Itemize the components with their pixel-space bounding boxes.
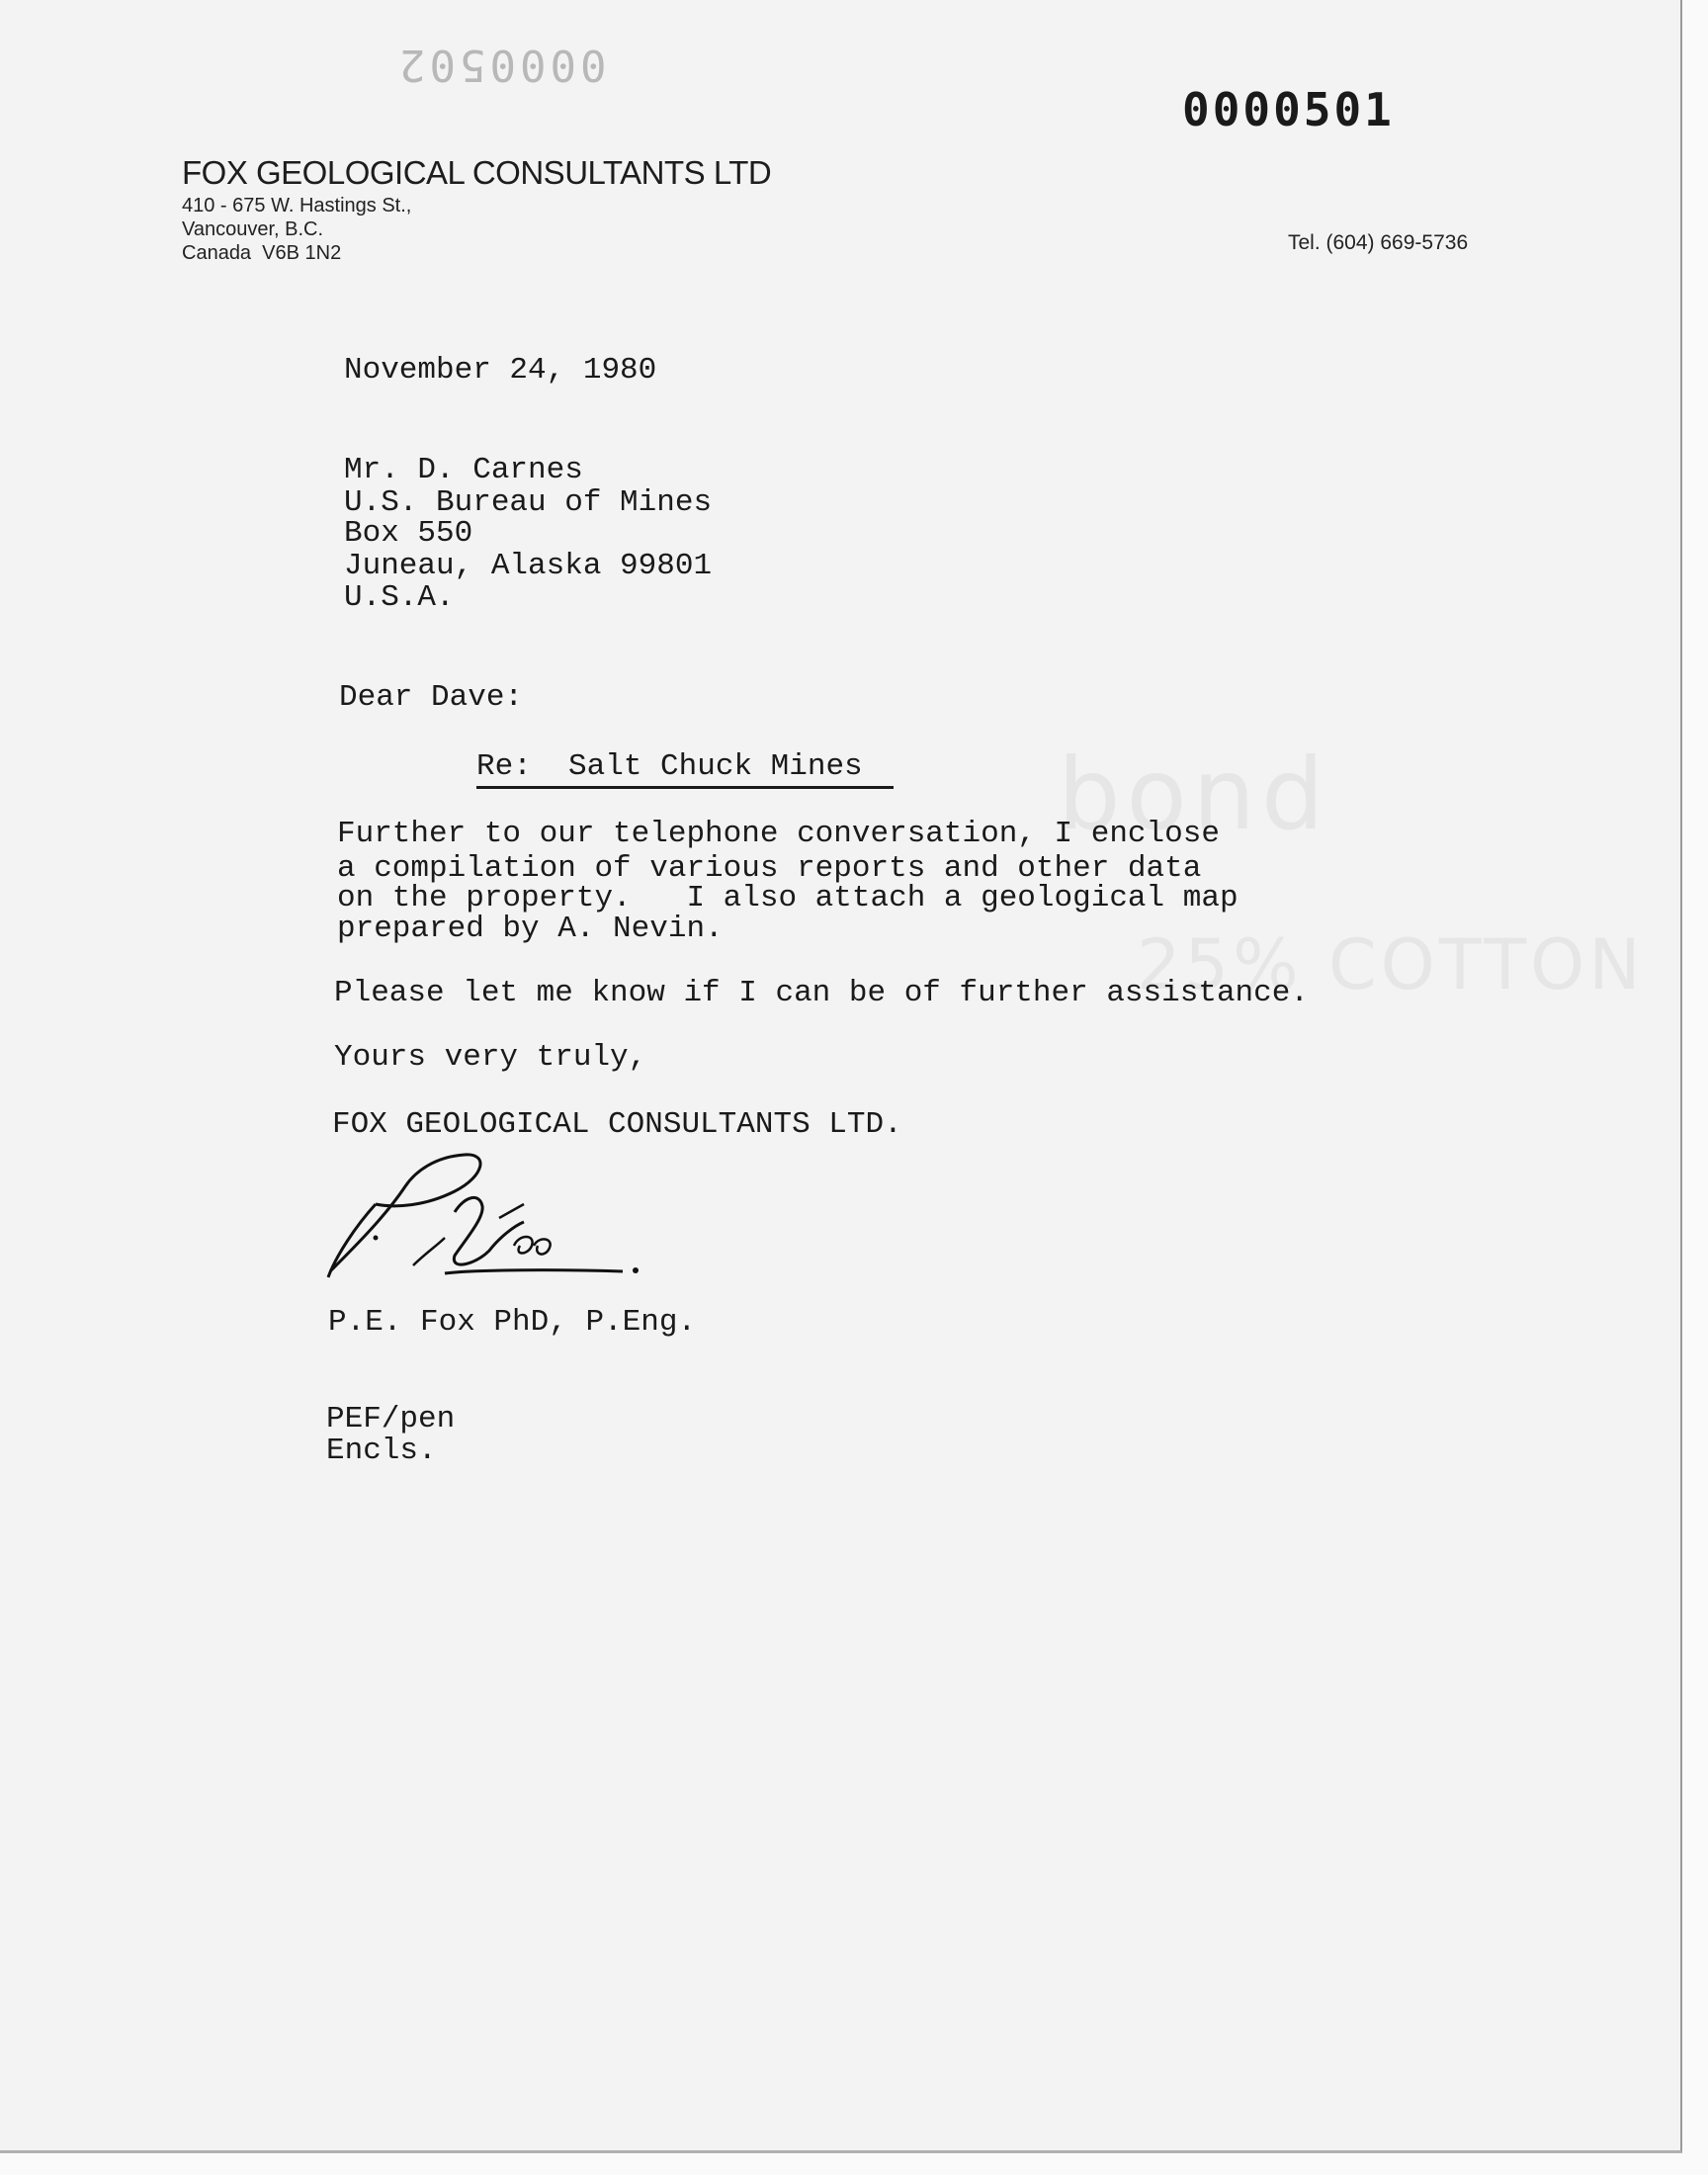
letterhead-address-line: Canada V6B 1N2 [182,242,342,264]
handwritten-signature [316,1147,652,1295]
closing-company: FOX GEOLOGICAL CONSULTANTS LTD. [332,1107,902,1142]
letterhead-address-line: Vancouver, B.C. [182,218,324,240]
paragraph-line: Further to our telephone conversation, I enclose [337,817,1220,851]
reference-initials: PEF/pen [326,1402,456,1436]
bleed-through-number: 0000502 [395,40,607,90]
recipient-line: Mr. D. Carnes [344,453,583,487]
recipient-line: Juneau, Alaska 99801 [344,549,713,583]
enclosures-note: Encls. [326,1434,437,1468]
paper-watermark-brand: bond [1058,737,1330,852]
paragraph-line: prepared by A. Nevin. [337,912,724,946]
paragraph-line: on the property. I also attach a geological map [337,881,1238,915]
signer-name: P.E. Fox PhD, P.Eng. [328,1305,697,1340]
paragraph-line: Please let me know if I can be of further assistance. [334,976,1309,1010]
paper-watermark-cotton: 25% COTTON [1137,924,1645,1005]
subject-line: Re: Salt Chuck Mines [476,749,863,784]
recipient-line: U.S. Bureau of Mines [344,485,713,520]
salutation: Dear Dave: [339,680,524,715]
scan-margin-right [1682,0,1708,2175]
closing: Yours very truly, [334,1040,647,1075]
subject-underline [476,786,894,789]
scan-margin-bottom [0,2153,1708,2175]
recipient-line: U.S.A. [344,580,455,615]
document-number: 0000501 [1182,83,1395,136]
paragraph-line: a compilation of various reports and other data [337,851,1202,886]
letterhead-company: FOX GEOLOGICAL CONSULTANTS LTD [182,154,772,191]
letterhead-address-line: 410 - 675 W. Hastings St., [182,195,412,217]
letterhead-telephone: Tel. (604) 669-5736 [1288,231,1469,254]
recipient-line: Box 550 [344,516,473,551]
letter-date: November 24, 1980 [344,353,657,388]
